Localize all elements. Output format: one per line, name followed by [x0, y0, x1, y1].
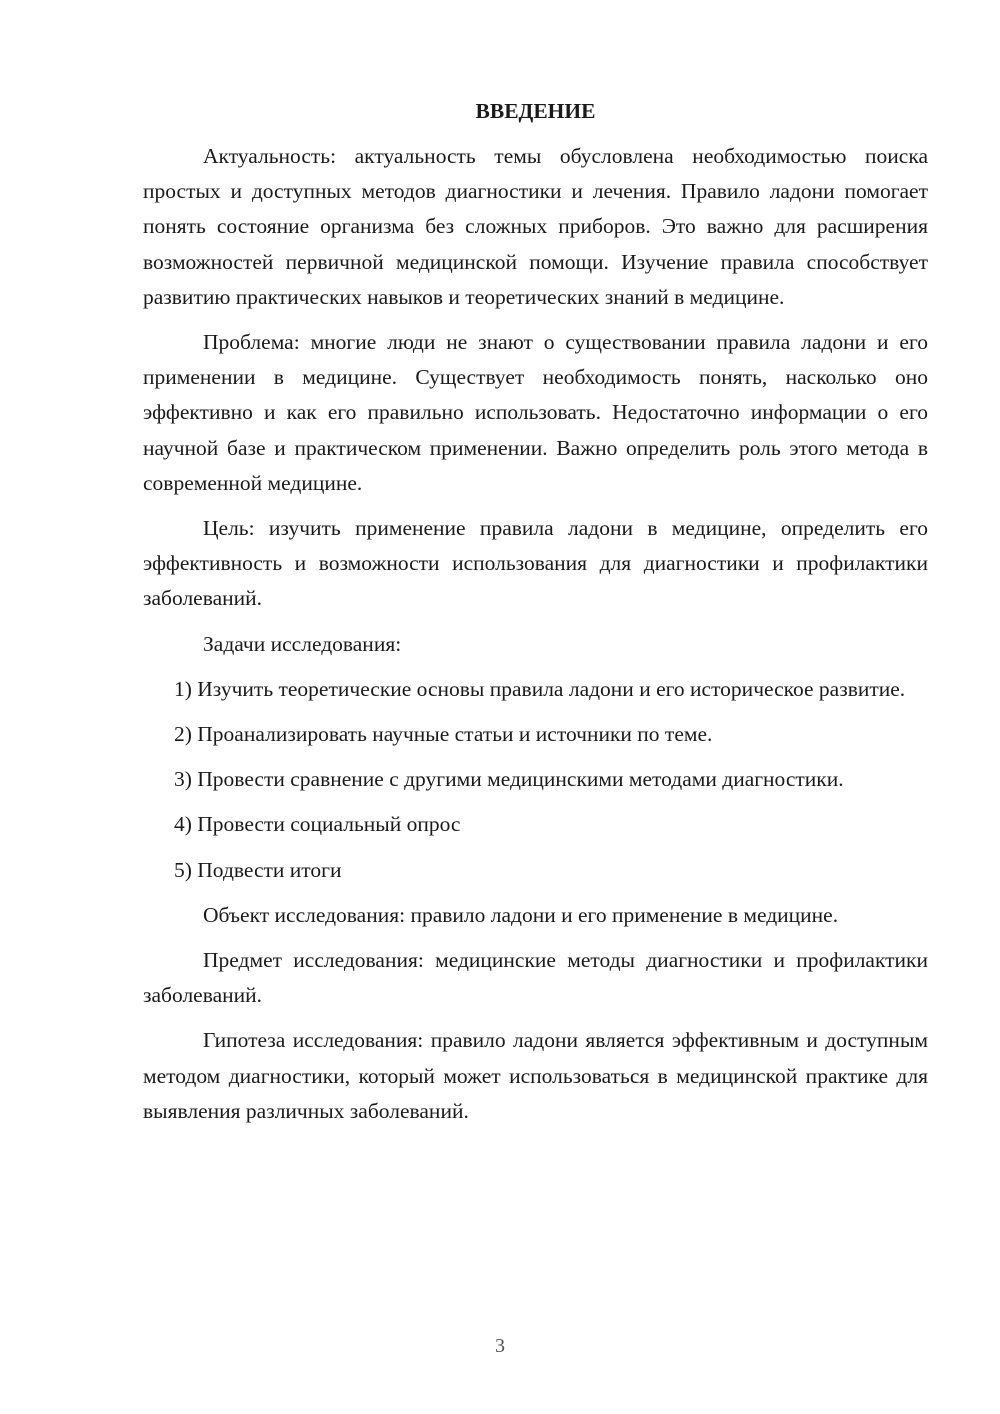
- task-item-1: 1) Изучить теоретические основы правила ладони и его историческое развитие.: [174, 676, 906, 701]
- section-title: ВВЕДЕНИЕ: [475, 99, 596, 123]
- task-item-4: 4) Провести социальный опрос: [174, 812, 461, 837]
- paragraph-hypothesis: Гипотеза исследования: правило ладони является эффективным и доступным методом диагностики, который может использоваться в медицинской практике для выявления различных заболеваний.: [143, 1028, 928, 1123]
- task-item-3: 3) Провести сравнение с другими медицинскими методами диагностики.: [174, 767, 844, 792]
- paragraph-object: Объект исследования: правило ладони и его применение в медицине.: [203, 902, 839, 927]
- document-page: [143, 94, 928, 1139]
- paragraph-tasks-heading: Задачи исследования:: [203, 631, 402, 656]
- paragraph-relevance: Актуальность: актуальность темы обусловлена необходимостью поиска простых и доступных методов диагностики и лечения. Правило ладони помогает понять состояние организма без сложных приборов. Это важно для расширения возможностей первичной медицинской помощи. Изучение правила способствует развитию практических навыков и теоретических знаний в медицине.: [143, 144, 928, 309]
- task-item-5: 5) Подвести итоги: [174, 857, 342, 882]
- paragraph-goal: Цель: изучить применение правила ладони в медицине, определить его эффективность и возможности использования для диагностики и профилактики заболеваний.: [143, 516, 928, 611]
- page-number: 3: [495, 1335, 505, 1357]
- paragraph-subject: Предмет исследования: медицинские методы диагностики и профилактики заболеваний.: [143, 948, 928, 1008]
- task-item-2: 2) Проанализировать научные статьи и источники по теме.: [174, 722, 713, 747]
- paragraph-problem: Проблема: многие люди не знают о существовании правила ладони и его применении в медицине. Существует необходимость понять, насколько оно эффективно и как его правильно использовать. Недостаточно информации о его научной базе и практическом применении. Важно определить роль этого метода в современной медицине.: [143, 330, 928, 495]
